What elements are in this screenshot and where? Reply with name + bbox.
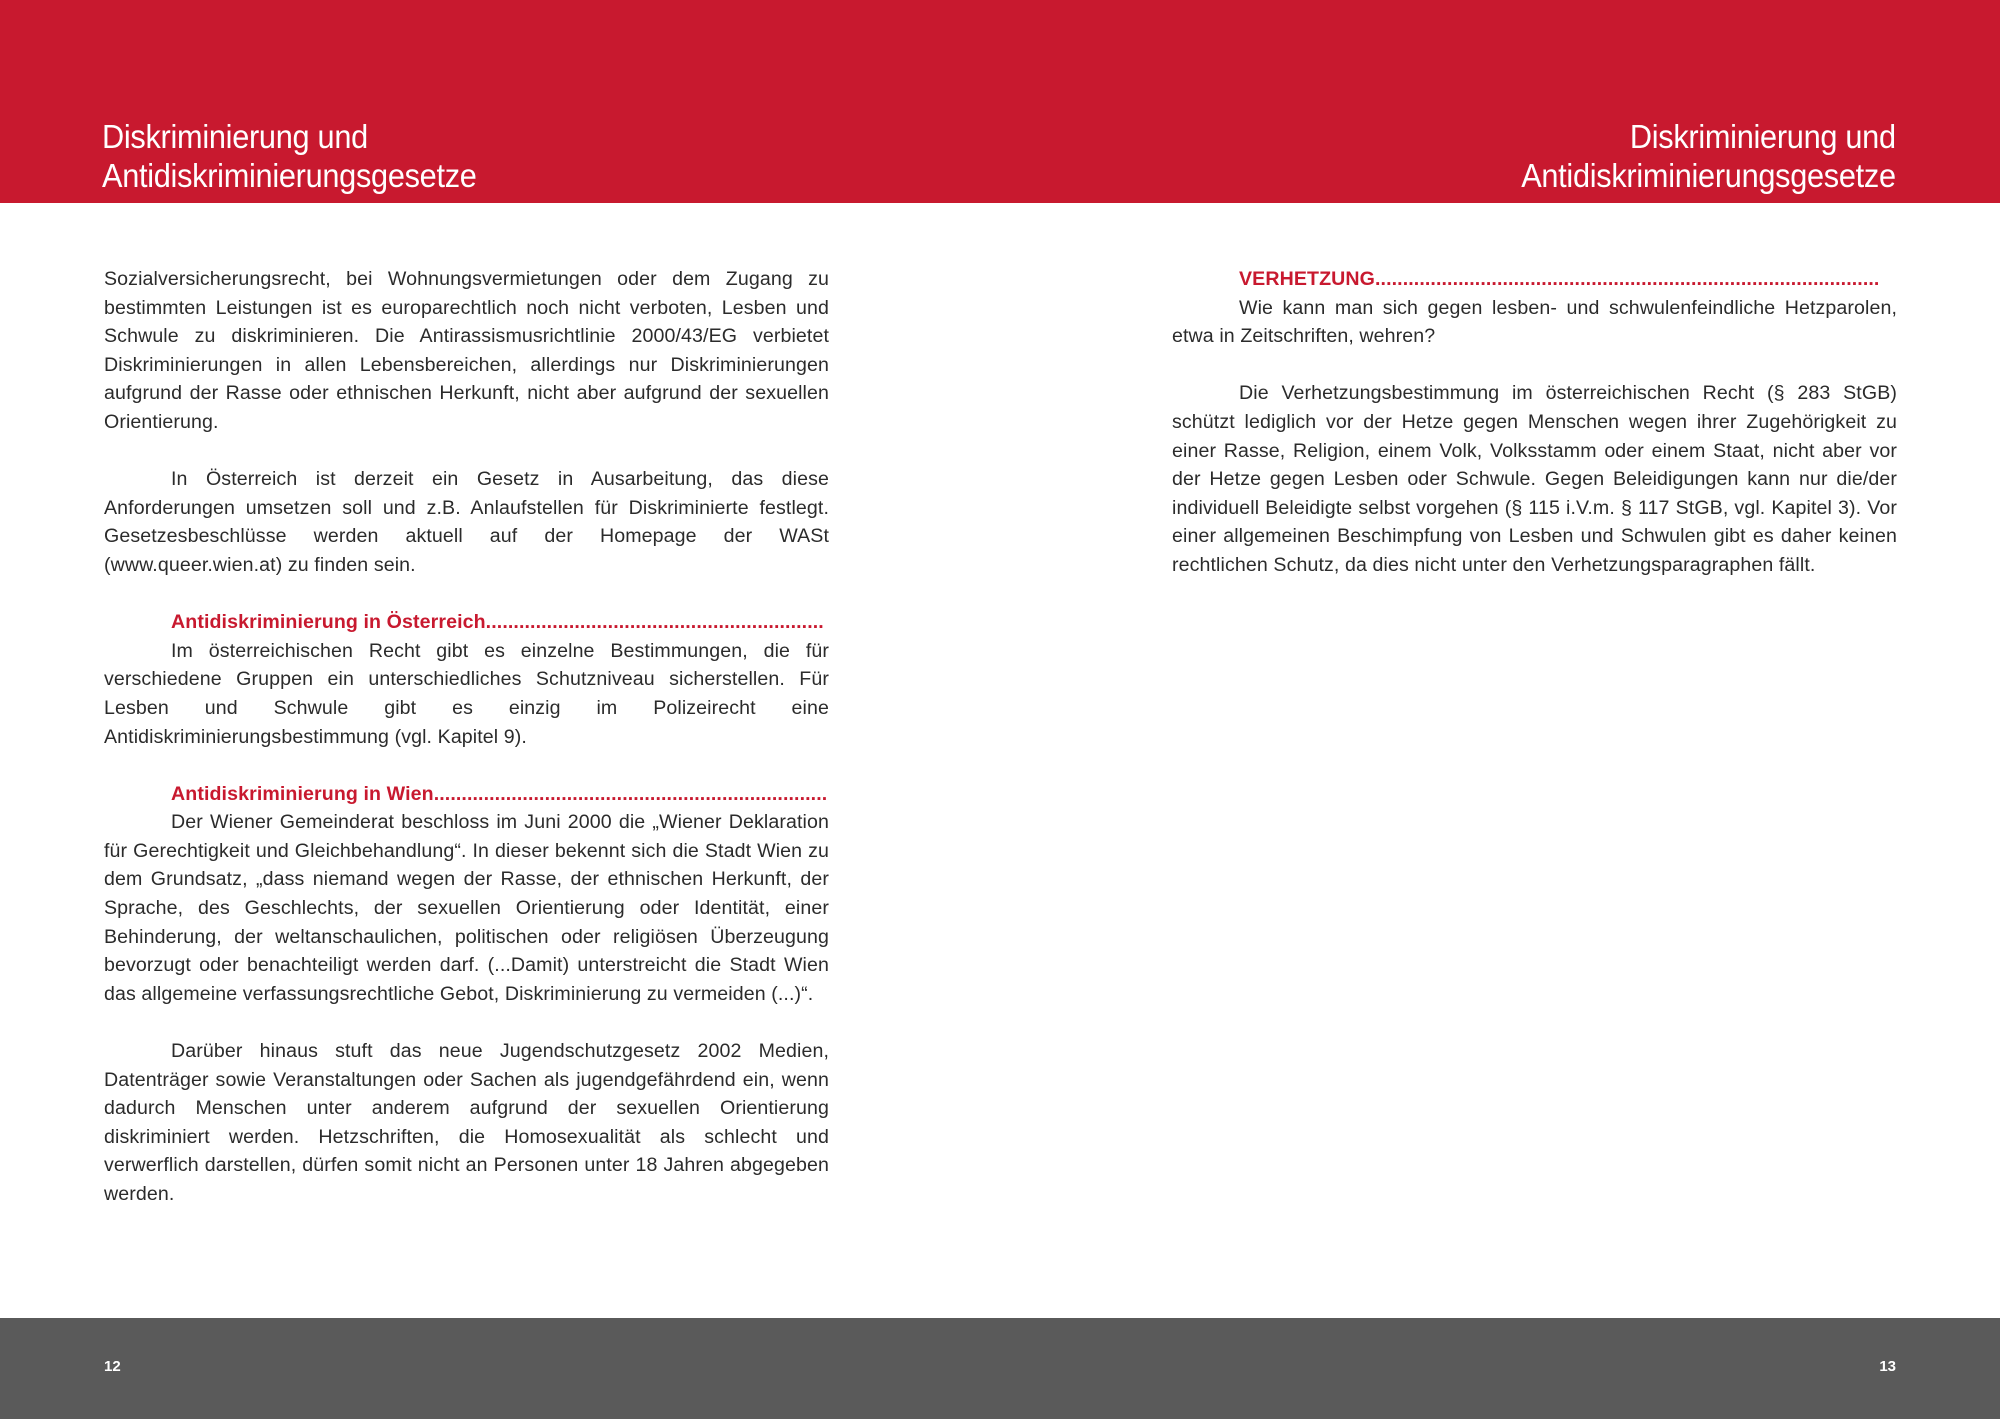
section-vienna-text: Der Wiener Gemeinderat beschloss im Juni 2000 die „Wiener Deklaration für Gerechtigkeit und Gleichbehandlung“. In dieser bekennt sich die Stadt Wien zu dem Grundsatz, „dass niemand wegen der Rasse, der ethnischen Herkunft, der Sprache, des Geschlechts, der sexuellen Orientierung oder Identität, einer Behinderung, der weltanschaulichen, politischen oder religiösen Überzeugung bevorzugt oder benachteiligt werden darf. (...Damit) unterstreicht die Stadt Wien das allgemeine verfassungsrechtliche Gebot, Diskriminierung zu vermeiden (...)“. xyxy=(104,811,829,1005)
incitement-paragraph: Die Verhetzungsbestimmung im österreichischen Recht (§ 283 StGB) schützt lediglich vor der Hetze gegen Menschen wegen ihrer Zugehörigkeit zu einer Rasse, Religion, einem Volk, Volksstamm oder einem Staat, nicht aber vor der Hetze gegen Lesben oder Schwule. Gegen Beleidigungen kann nur die/der individuell Beleidigte selbst vorgehen (§ 115 i.V.m. § 117 StGB, vgl. Kapitel 3). Vor einer allgemeinen Beschimpfung von Lesben und Schwulen gibt es daher keinen rechtlichen Schutz, da dies nicht unter den Verhetzungsparagraphen fällt. xyxy=(1172,382,1897,576)
right-page-number: 13 xyxy=(1879,1358,1896,1375)
left-page-body xyxy=(104,265,829,1237)
intro-paragraph: Sozialversicherungsrecht, bei Wohnungsvermietungen oder dem Zugang zu bestimmten Leistungen ist es europarechtlich noch nicht verboten, Lesben und Schwule zu diskriminieren. Die Antirassismusrichtlinie 2000/43/EG verbietet Diskriminierungen in allen Lebensbereichen, allerdings nur Diskriminierungen aufgrund der Rasse oder ethnischen Herkunft, nicht aber aufgrund der sexuellen Orientierung. xyxy=(104,268,829,433)
austria-law-paragraph: In Österreich ist derzeit ein Gesetz in Ausarbeitung, das diese Anforderungen umsetzen soll und z.B. Anlaufstellen für Diskriminierte festlegt. Gesetzesbeschlüsse werden aktuell auf der Homepage der WASt (www.queer.wien.at) zu finden sein. xyxy=(104,468,829,576)
section-incitement-question: Wie kann man sich gegen lesben- und schwulenfeindliche Hetzparolen, etwa in Zeitschriften, wehren? xyxy=(1172,296,1897,348)
right-page-title-line1: Diskriminierung und xyxy=(1630,118,1896,155)
section-austria-text: Im österreichischen Recht gibt es einzelne Bestimmungen, die für verschiedene Gruppen ein unterschiedliches Schutzniveau sicherstellen. Für Lesben und Schwule gibt es einzig im Polizeirecht eine Antidiskriminierungsbestimmung (vgl. Kapitel 9). xyxy=(104,639,829,748)
left-page-title-line2: Antidiskriminierungsgesetze xyxy=(102,157,477,194)
left-page-title-line1: Diskriminierung und xyxy=(102,118,368,155)
youth-protection-paragraph: Darüber hinaus stuft das neue Jugendschutzgesetz 2002 Medien, Datenträger sowie Veranstaltungen oder Sachen als jugendgefährdend ein, wenn dadurch Menschen unter anderem aufgrund der sexuellen Orientierung diskriminiert werden. Hetzschriften, die Homosexualität als schlecht und verwerflich darstellen, dürfen somit nicht an Personen unter 18 Jahren abgegeben werden. xyxy=(104,1040,829,1205)
section-vienna-heading: Antidiskriminierung in Wien....................................................................... xyxy=(171,782,828,805)
section-austria-heading: Antidiskriminierung in Österreich............................................................. xyxy=(171,611,824,634)
right-page-title-line2: Antidiskriminierungsgesetze xyxy=(1521,157,1896,194)
section-vienna xyxy=(104,780,829,1009)
section-incitement-heading: VERHETZUNG........................................................................................... xyxy=(1239,268,1880,290)
right-page-body xyxy=(1172,265,1897,608)
footer-band xyxy=(0,1318,2000,1419)
section-incitement xyxy=(1172,265,1897,351)
section-austria xyxy=(104,608,829,751)
right-page-title xyxy=(1521,117,1896,195)
left-page-number: 12 xyxy=(104,1358,121,1375)
left-page-title xyxy=(102,117,477,195)
